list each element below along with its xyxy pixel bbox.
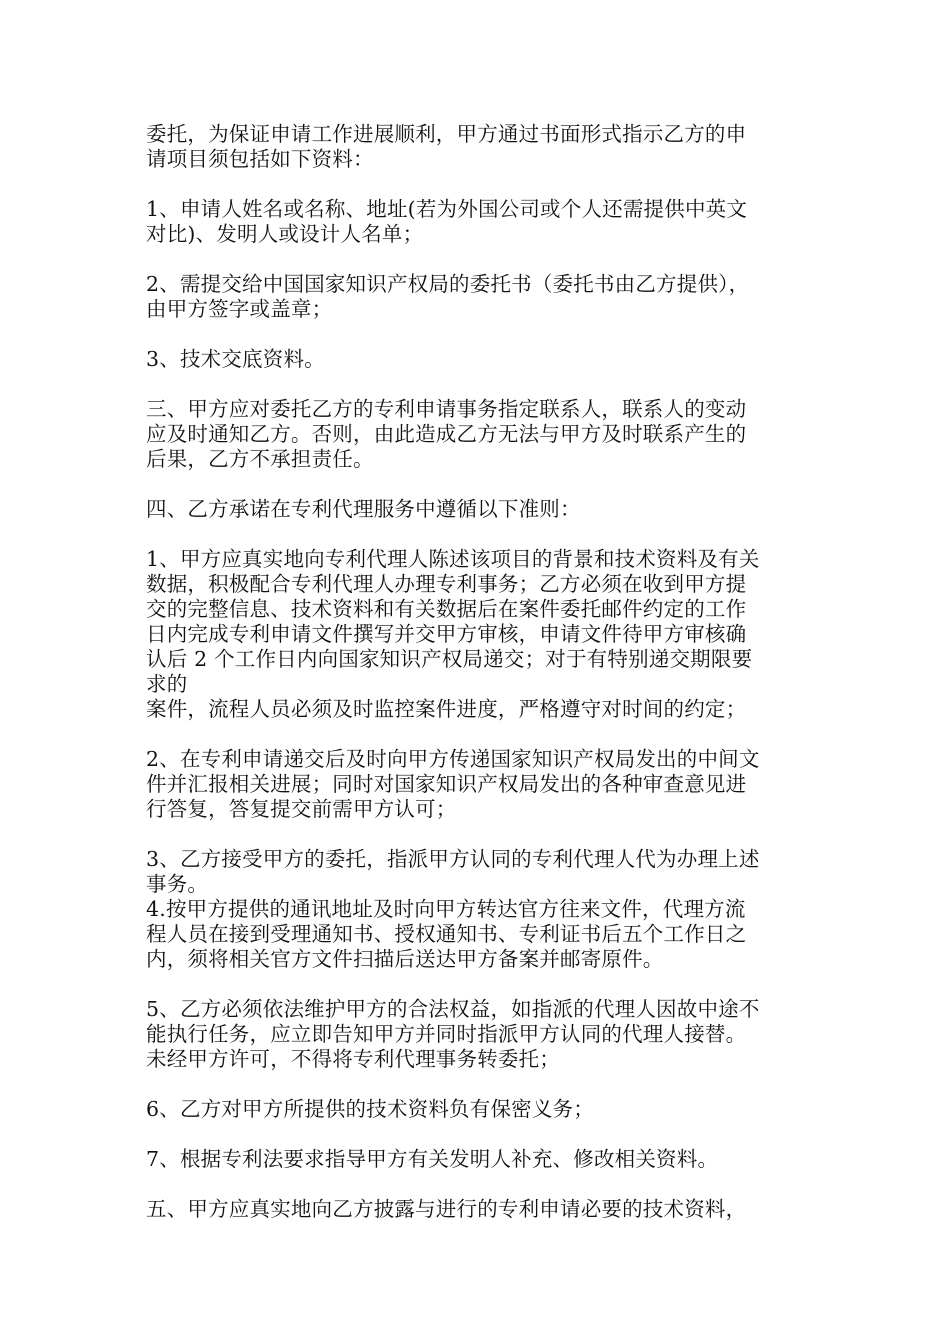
document-body xyxy=(146,122,810,1247)
paragraph-section-four-heading: 四、乙方承诺在专利代理服务中遵循以下准则： xyxy=(146,497,581,521)
paragraph-rule-3: 3、乙方接受甲方的委托，指派甲方认同的专利代理人代为办理上述 事务。 xyxy=(146,847,760,896)
paragraph-rule-1: 1、甲方应真实地向专利代理人陈述该项目的背景和技术资料及有关 数据，积极配合专利代理人办理专利事务；乙方必须在收到甲方提 交的完整信息、技术资料和有关数据后在案件委托邮件约定的工作 日内完成专利申请文件撰写并交甲方审核，申请文件待甲方审核确 认后 2 个工作日内向国家知识产权局递交；对于有特别递交期限要 求的 案件，流程人员必须及时监控案件进度，严格遵守对时间的约定； xyxy=(146,547,760,721)
paragraph-entrustment-intro: 委托，为保证申请工作进展顺利，甲方通过书面形式指示乙方的申 请项目须包括如下资料： xyxy=(146,122,747,171)
paragraph-item-applicant-info: 1、申请人姓名或名称、地址(若为外国公司或个人还需提供中英文 对比)、发明人或设计人名单； xyxy=(146,197,748,246)
paragraph-item-power-of-attorney: 2、需提交给中国国家知识产权局的委托书（委托书由乙方提供）， 由甲方签字或盖章； xyxy=(146,272,750,321)
paragraph-rule-6: 6、乙方对甲方所提供的技术资料负有保密义务； xyxy=(146,1097,594,1121)
paragraph-section-three-contact: 三、甲方应对委托乙方的专利申请事务指定联系人，联系人的变动 应及时通知乙方。否则，由此造成乙方无法与甲方及时联系产生的 后果，乙方不承担责任。 xyxy=(146,397,747,471)
paragraph-rule-5: 5、乙方必须依法维护甲方的合法权益，如指派的代理人因故中途不 能执行任务，应立即告知甲方并同时指派甲方认同的代理人接替。 未经甲方许可，不得将专利代理事务转委托； xyxy=(146,997,760,1071)
paragraph-item-technical-disclosure: 3、技术交底资料。 xyxy=(146,347,325,371)
paragraph-rule-2: 2、在专利申请递交后及时向甲方传递国家知识产权局发出的中间文 件并汇报相关进展；同时对国家知识产权局发出的各种审查意见进 行答复，答复提交前需甲方认可； xyxy=(146,747,760,821)
paragraph-section-five: 五、甲方应真实地向乙方披露与进行的专利申请必要的技术资料， xyxy=(146,1197,747,1221)
paragraph-rule-7: 7、根据专利法要求指导甲方有关发明人补充、修改相关资料。 xyxy=(146,1147,719,1171)
paragraph-rule-4: 4.按甲方提供的通讯地址及时向甲方转达官方往来文件，代理方流 程人员在接到受理通知书、授权通知书、专利证书后五个工作日之 内，须将相关官方文件扫描后送达甲方备案并邮寄原件。 xyxy=(146,897,747,971)
